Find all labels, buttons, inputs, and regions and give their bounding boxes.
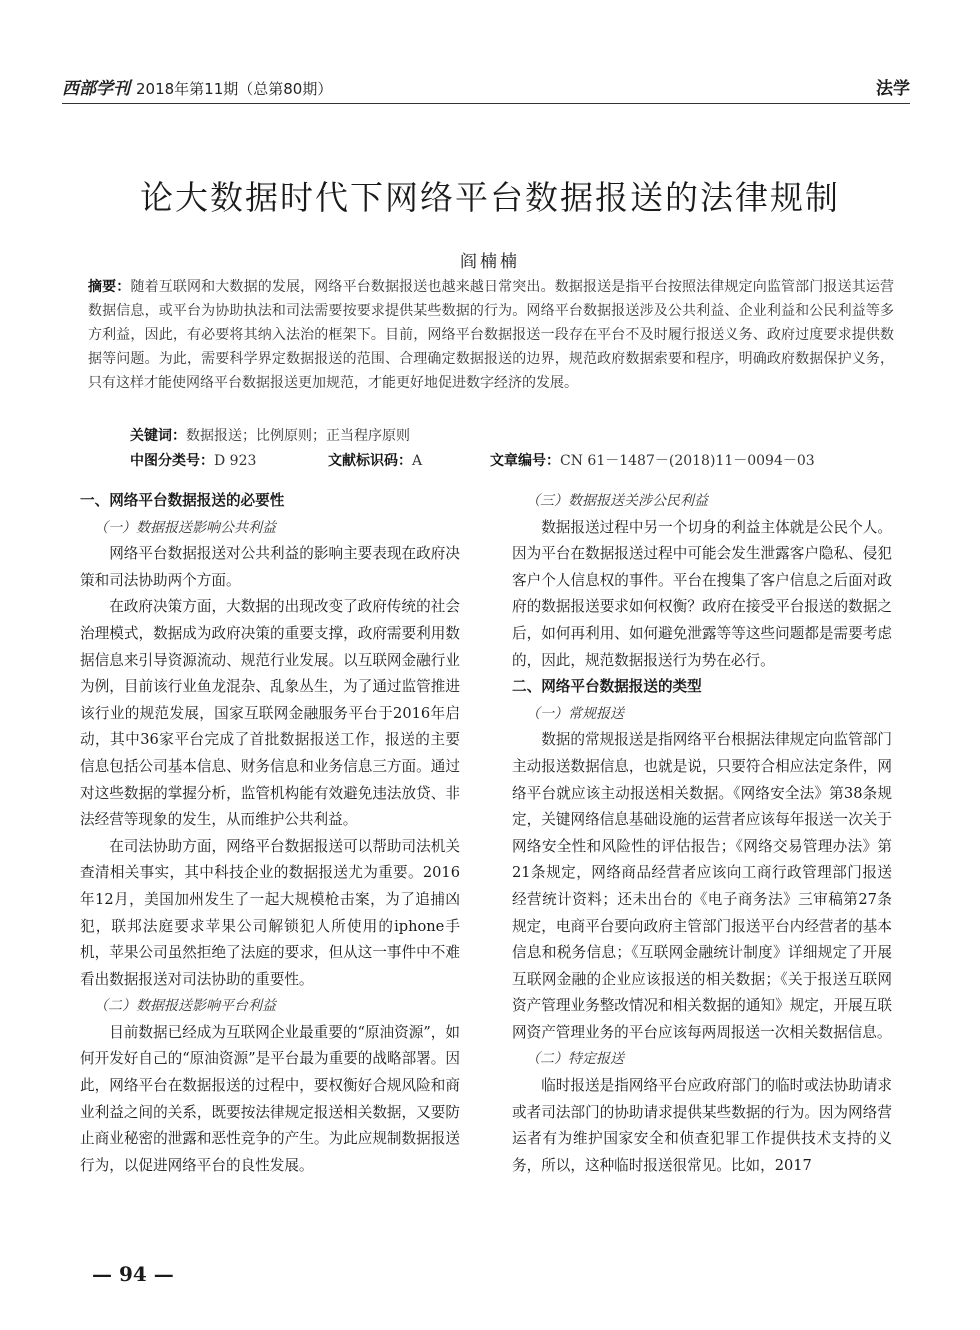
keywords-label: 关键词： xyxy=(130,428,186,444)
abstract-text: 随着互联网和大数据的发展，网络平台数据报送也越来越日常突出。数据报送是指平台按照法律规定向监管部门报送其运营数据信息，或平台为协助执法和司法需要按要求提供某些数据的行为。网络平台数据报送涉及公共利益、企业利益和公民利益等多方利益，因此，有必要将其纳入法治的框架下。目前，网络平台数据报送一段存在平台不及时履行报送义务、政府过度要求提供数据等问题。为此，需要科学界定数据报送的范围、合理确定数据报送的边界，规范政府数据索要和程序，明确政府数据保护义务，只有这样才能使网络平台数据报送更加规范，才能更好地促进数字经济的发展。 xyxy=(88,279,895,391)
body-paragraph: 在政府决策方面，大数据的出现改变了政府传统的社会治理模式，数据成为政府决策的重要支撑，政府需要利用数据信息来引导资源流动、规范行业发展。以互联网金融行业为例，目前该行业鱼龙混杂、乱象丛生，为了通过监管推进该行业的规范发展，国家互联网金融服务平台于2016年启动，其中36家平台完成了首批数据报送工作，报送的主要信息包括公司基本信息、财务信息和业务信息三方面。通过对这些数据的掌握分析，监管机构能有效避免违法放贷、非法经营等现象的发生，从而维护公共利益。 xyxy=(80,598,460,829)
section-label: 法学 xyxy=(876,79,910,99)
article-number xyxy=(490,450,815,470)
abstract-label: 摘要： xyxy=(88,279,131,295)
body-column-right xyxy=(512,488,892,1179)
body-column-left xyxy=(80,488,460,1179)
subsection-heading: （二）数据报送影响平台利益 xyxy=(94,998,276,1015)
running-header-left xyxy=(62,74,332,99)
header-rule xyxy=(62,103,910,104)
keywords xyxy=(130,425,410,445)
clc-value: D 923 xyxy=(214,453,257,469)
doc-code-value: A xyxy=(412,453,423,469)
abstract xyxy=(88,275,894,395)
subsection-heading: （三）数据报送关涉公民利益 xyxy=(526,493,708,509)
section-heading: 二、网络平台数据报送的类型 xyxy=(512,678,702,696)
keywords-text: 数据报送；比例原则；正当程序原则 xyxy=(186,428,410,444)
article-no-label: 文章编号： xyxy=(490,453,560,469)
article-author: 阎楠楠 xyxy=(460,252,520,272)
body-paragraph: 临时报送是指网络平台应政府部门的临时或法协助请求或者司法部门的协助请求提供某些数据的行为。因为网络营运者有为维护国家安全和侦查犯罪工作提供技术支持的义务，所以，这种临时报送很常见。比如，2017 xyxy=(512,1077,892,1174)
subsection-heading: （一）数据报送影响公共利益 xyxy=(94,519,276,536)
document-code xyxy=(328,450,422,470)
body-paragraph: 目前数据已经成为互联网企业最重要的“原油资源”，如何开发好自己的“原油资源”是平台最为重要的战略部署。因此，网络平台在数据报送的过程中，要权衡好合规风险和商业利益之间的关系，既要按法律规定报送相关数据，又要防止商业秘密的泄露和恶性竞争的产生。为此应规制数据报送行为，以促进网络平台的良性发展。 xyxy=(80,1023,460,1174)
issue-info: 2018年第11期（总第80期） xyxy=(136,80,333,98)
body-paragraph: 在司法协助方面，网络平台数据报送可以帮助司法机关查清相关事实，其中科技企业的数据报送尤为重要。2016年12月，美国加州发生了一起大规模枪击案，为了追捕凶犯，联邦法庭要求苹果公司解锁犯人所使用的iphone手机，苹果公司虽然拒绝了法庭的要求，但从这一事件中不难看出数据报送对司法协助的重要性。 xyxy=(80,837,460,988)
subsection-heading: （二）特定报送 xyxy=(526,1051,624,1068)
body-paragraph: 数据报送过程中另一个切身的利益主体就是公民个人。因为平台在数据报送过程中可能会发生泄露客户隐私、侵犯客户个人信息权的事件。平台在搜集了客户信息之后面对政府的数据报送要求如何权衡？政府在接受平台报送的数据之后，如何再利用、如何避免泄露等等这些问题都是需要考虑的，因此，规范数据报送行为势在必行。 xyxy=(512,518,892,669)
body-paragraph: 网络平台数据报送对公共利益的影响主要表现在政府决策和司法协助两个方面。 xyxy=(80,545,460,589)
subsection-heading: （一）常规报送 xyxy=(526,705,624,722)
doc-code-label: 文献标识码： xyxy=(328,453,412,469)
body-paragraph: 数据的常规报送是指网络平台根据法律规定向监管部门主动报送数据信息，也就是说，只要符合相应法定条件，网络平台就应该主动报送相关数据。《网络安全法》第38条规定，关键网络信息基础设施的运营者应该每年报送一次关于网络安全性和风险性的评估报告；《网络交易管理办法》第21条规定，网络商品经营者应该向工商行政管理部门报送经营统计资料；还未出台的《电子商务法》三审稿第27条规定，电商平台要向政府主管部门报送平台内经营者的基本信息和税务信息；《互联网金融统计制度》详细规定了开展互联网金融的企业应该报送的相关数据；《关于报送互联网资产管理业务整改情况和相关数据的通知》规定，开展互联网资产管理业务的平台应该每两周报送一次相关数据信息。 xyxy=(512,731,892,1041)
journal-name: 西部学刊 xyxy=(62,79,130,99)
article-no-value: CN 61－1487－(2018)11－0094－03 xyxy=(560,453,815,469)
clc-code xyxy=(130,450,256,470)
section-heading: 一、网络平台数据报送的必要性 xyxy=(80,492,285,509)
clc-label: 中图分类号： xyxy=(130,453,214,469)
article-title: 论大数据时代下网络平台数据报送的法律规制 xyxy=(140,178,840,217)
page-number: — 94 — xyxy=(92,1262,174,1286)
